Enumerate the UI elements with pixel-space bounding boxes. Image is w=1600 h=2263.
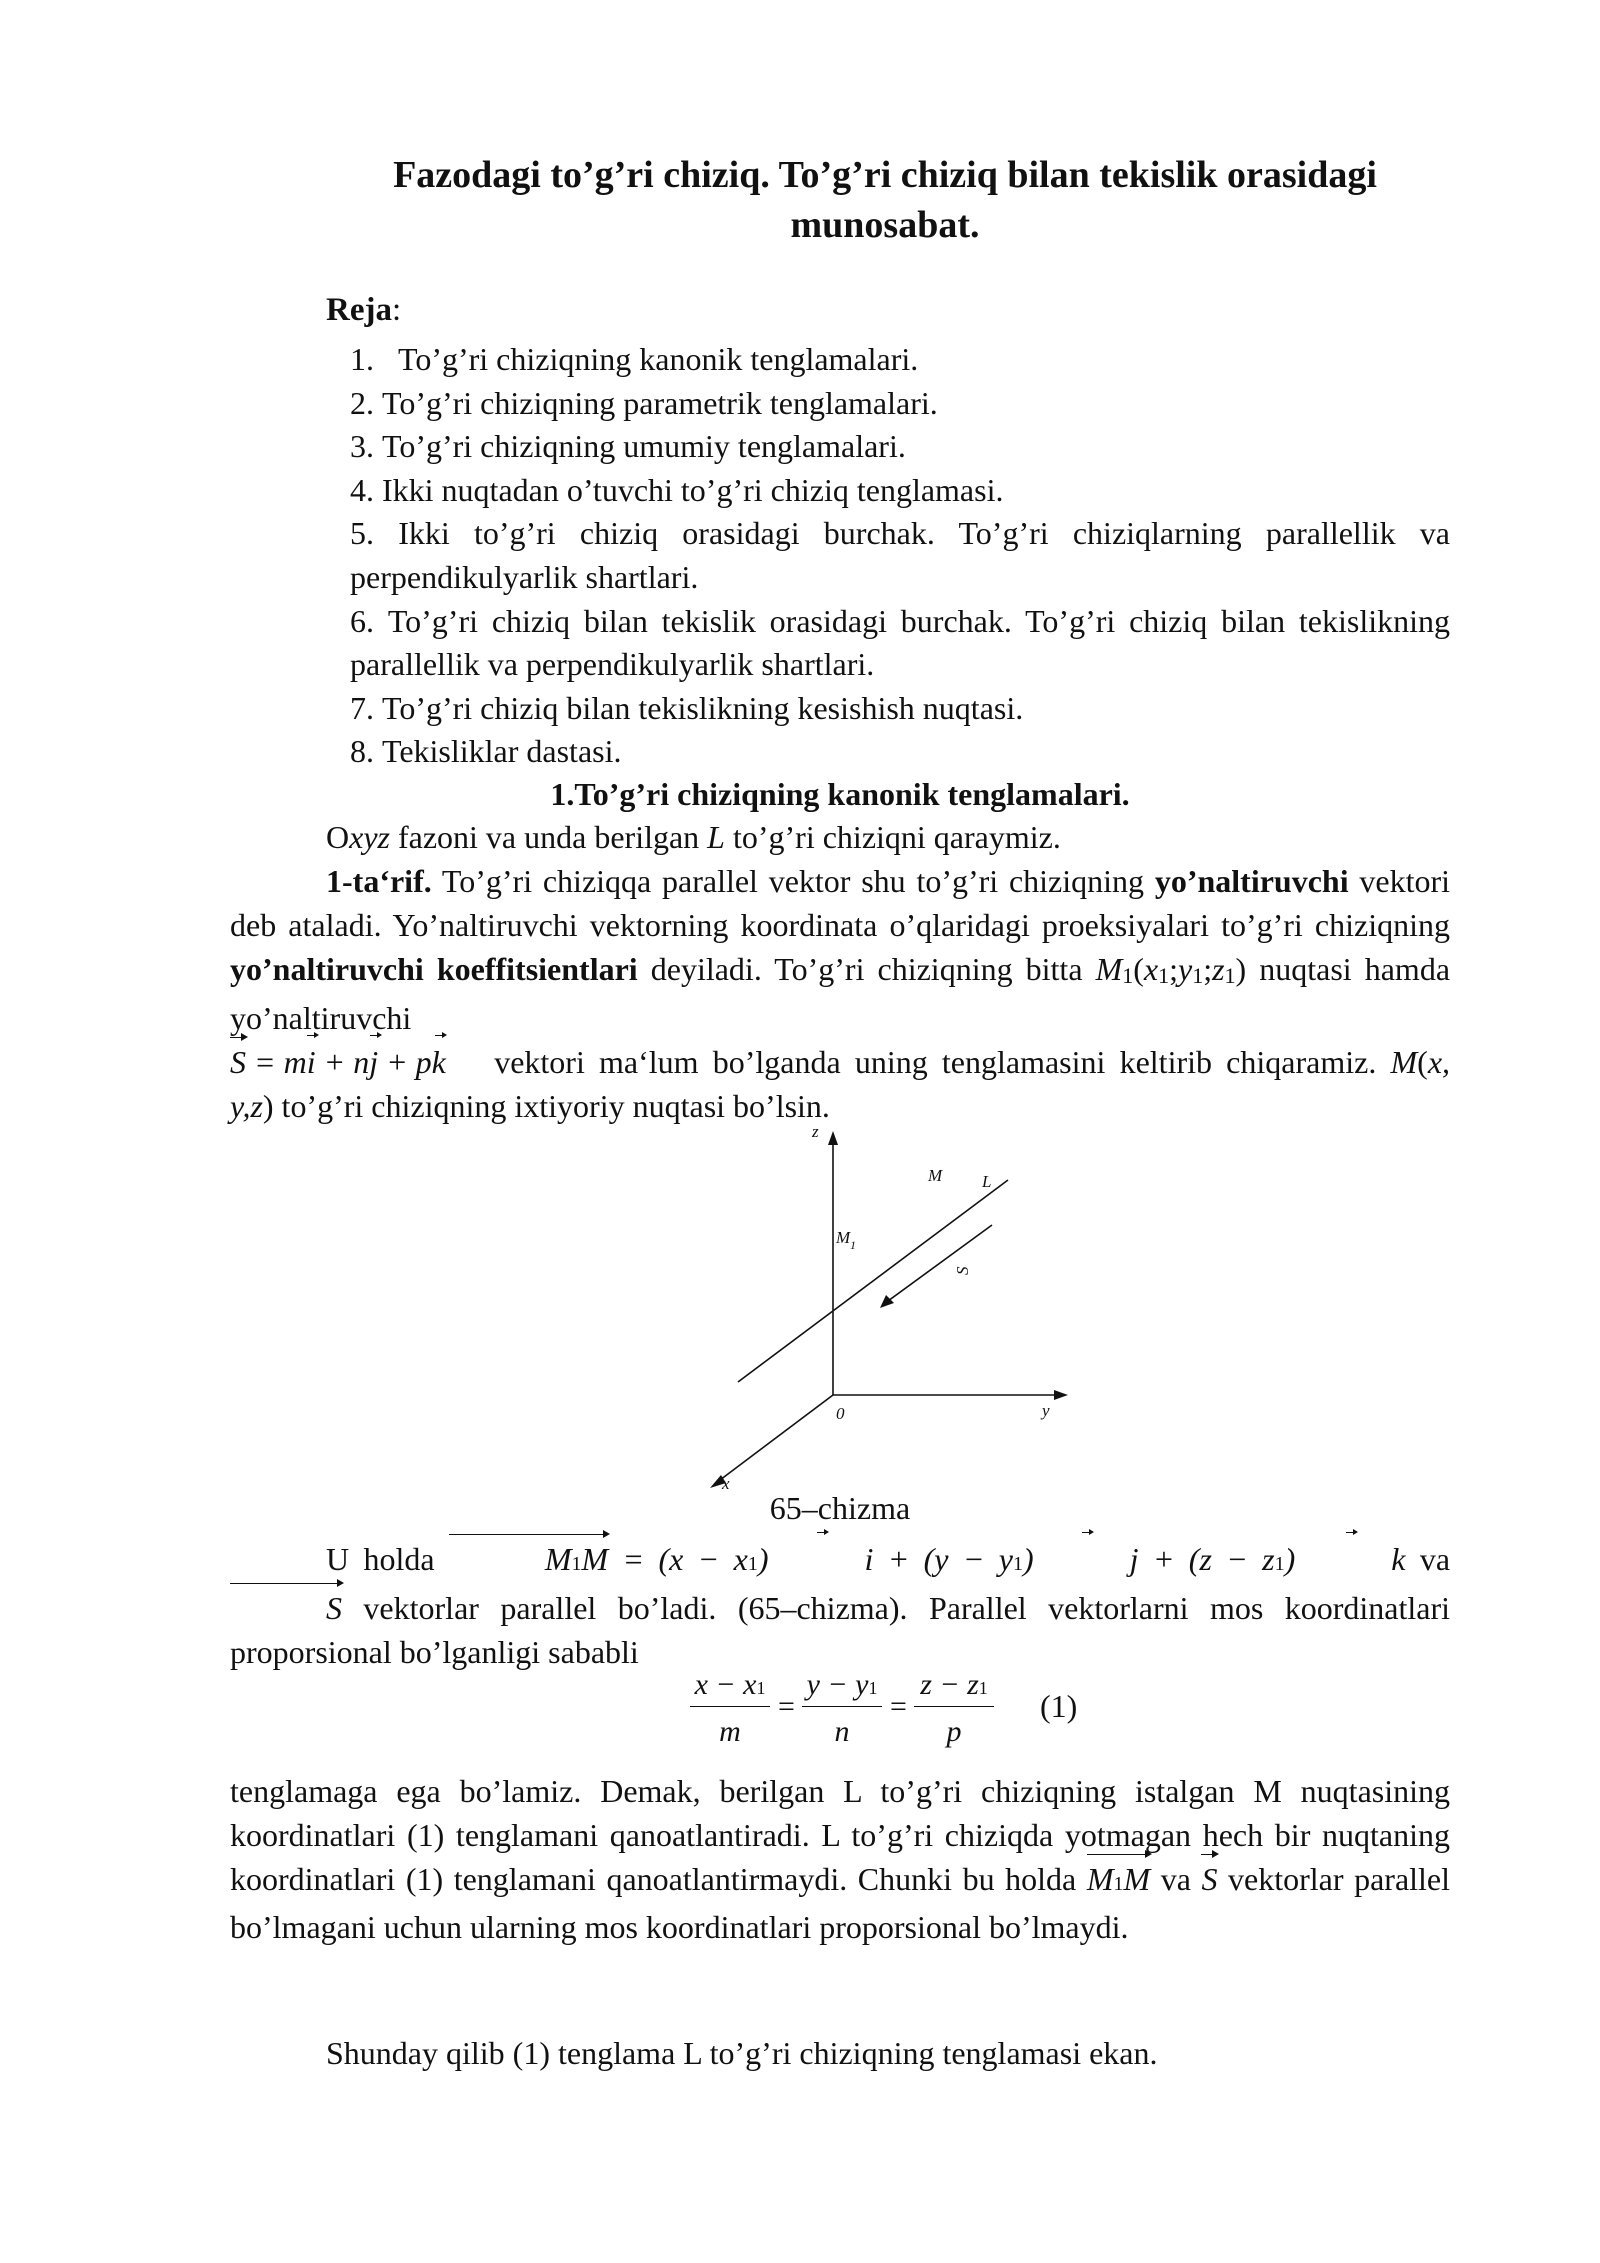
paragraph-conclusion: tenglamaga ega bo’lamiz. Demak, berilgan L to’g’ri chiziqning istalgan M nuqtasining koordinatlari (1) tenglamani qanoatlantiradi. L to’g’ri chiziqda yotmagan hech bir nuqtaning koordinatlari (1) tenglamani qanoatlantirmaydi. Chunki bu holda M1M va S vektorlar parallel bo’lmagani uchun ularning mos koordinatlari proporsional bo’lmaydi. <box>230 1773 1451 1946</box>
direction-vector-formula: S = mi + nj + pk <box>230 1041 480 1085</box>
section-heading: 1.To’g’ri chiziqning kanonik tenglamalari. <box>550 776 1130 812</box>
z-label: z <box>812 1125 819 1141</box>
fraction-z: $\frac{z - z1}{p}$ <box>914 1668 994 1749</box>
definition-label: 1-ta‘rif. <box>326 863 432 899</box>
plan-item-5: 5. Ikki to’g’ri chiziq orasidagi burchak. To’g’ri chiziqlarning parallellik va perpendikulyarlik shartlari. <box>350 515 1451 595</box>
plan-item-3: 3. To’g’ri chiziqning umumiy tenglamalari. <box>350 428 906 465</box>
m1m-vector-formula: M1M = (x − x1) i + (y − y1) j + (z − z1) k <box>449 1541 1406 1577</box>
paragraph-definition: 1-ta‘rif. To’g’ri chiziqqa parallel vektor shu to’g’ri chiziqning yo’naltiruvchi vektori deb ataladi. Yo’naltiruvchi vektorning koordinata o’qlaridagi proeksiyalari to’g’ri chiziqning yo’naltiruvchi koeffitsientlari deyiladi. To’g’ri chiziqning bitta M1(x1;y1;z1) nuqtasi hamda yo’naltiruvchi S = mi + nj + pk vektori ma‘lum bo’lganda uning tenglamasini keltirib chiqaramiz. M(x, y,z) to’g’ri chiziqning ixtiyoriy nuqtasi bo’lsin. <box>230 863 1451 1124</box>
direction-arrow <box>888 1225 992 1301</box>
point-m1-label: M <box>836 1228 851 1247</box>
x-label: x <box>722 1474 730 1493</box>
y-label: y <box>1042 1401 1050 1420</box>
plan-item-1: 1. To’g’ri chiziqning kanonik tenglamalari. <box>350 341 919 377</box>
plan-list <box>350 338 1450 774</box>
plan-item-6: 6. To’g’ri chiziq bilan tekislik orasidagi burchak. To’g’ri chiziq bilan tekislikning parallellik va perpendikulyarlik shartlari. <box>350 602 1451 683</box>
svg-text:1: 1 <box>850 1238 856 1252</box>
line-l <box>738 1180 1008 1382</box>
plan-item-4: 4. Ikki nuqtadan o’tuvchi to’g’ri chiziq tenglamasi. <box>350 471 1004 508</box>
plan-item-2: 2. To’g’ri chiziqning parametrik tenglamalari. <box>350 384 938 421</box>
fraction-y: $\frac{y - y1}{n}$ <box>802 1668 882 1749</box>
plan-item-7: 7. To’g’ri chiziq bilan tekislikning kesishish nuqtasi. <box>350 689 1024 726</box>
title-line-1: Fazodagi to’g’ri chiziq. To’g’ri chiziq bilan tekislik orasidagi <box>393 154 1377 196</box>
paragraph-intro: Oxyz fazoni va unda berilgan L to’g’ri chiziqni qaraymiz. <box>326 819 1061 855</box>
line-l-label: L <box>982 1172 992 1191</box>
origin-label: 0 <box>836 1404 845 1423</box>
page-title <box>300 150 1470 250</box>
point-m-label: M <box>928 1166 943 1185</box>
vector-s-label: S <box>953 1266 972 1275</box>
canonical-equation: $\frac{x - x1}{m}$ = $\frac{y - y1}{n}$ = $\frac{z - z1}{p}$ (1) <box>690 1668 1110 1778</box>
title-line-2: munosabat. <box>790 204 980 246</box>
fraction-x: $\frac{x - x1}{m}$ <box>690 1668 770 1749</box>
plan-heading: Reja: <box>326 292 402 328</box>
plan-item-8: 8. Tekisliklar dastasi. <box>350 733 622 770</box>
x-axis <box>720 1395 833 1480</box>
figure-65 <box>690 1125 1110 1495</box>
paragraph-uholda: U holda M1M = (x − x1) i + (y − y1) j + (z − z1) k va S vektorlar parallel bo’ladi. (65–chizma). Parallel vektorlarni mos koordinatlari proporsional bo’lganligi sababli <box>230 1538 1450 1674</box>
paragraph-final: Shunday qilib (1) tenglama L to’g’ri chiziqning tenglamasi ekan. <box>326 2035 1158 2071</box>
figure-caption: 65–chizma <box>769 1490 911 1526</box>
equation-number: (1) <box>1040 1688 1078 1724</box>
